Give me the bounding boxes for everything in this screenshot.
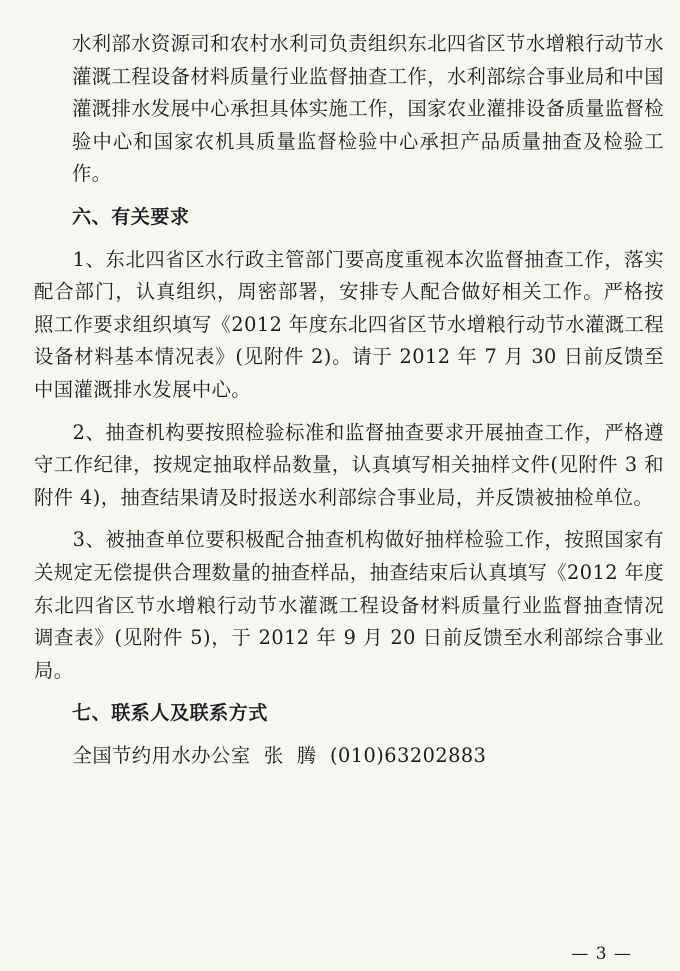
section-6-item-2: 2、抽查机构要按照检验标准和监督抽查要求开展抽查工作，严格遵守工作纪律，按规定抽取样品数量，认真填写相关抽样文件(见附件 3 和附件 4)，抽查结果请及时报送水利部综合事业局，并反馈被抽检单位。 (34, 420, 664, 509)
section-6-heading: 六、有关要求 (72, 205, 190, 228)
document-page (34, 28, 664, 772)
intro-paragraph: 水利部水资源司和农村水利司负责组织东北四省区节水增粮行动节水灌溉工程设备材料质量行业监督抽查工作，水利部综合事业局和中国灌溉排水发展中心承担具体实施工作，国家农业灌排设备质量监督检验中心和国家农机具质量监督检验中心承担产品质量抽查及检验工作。 (72, 32, 664, 186)
section-6-item-3: 3、被抽查单位要积极配合抽查机构做好抽样检验工作，按照国家有关规定无偿提供合理数量的抽查样品，抽查结束后认真填写《2012 年度东北四省区节水增粮行动节水灌溉工程设备材料质量行业监督抽查情况调查表》(见附件 5)，于 2012 年 9 月 20 日前反馈至水利部综合事业局。 (34, 528, 664, 682)
section-6-item-1: 1、东北四省区水行政主管部门要高度重视本次监督抽查工作，落实配合部门，认真组织，周密部署，安排专人配合做好相关工作。严格按照工作要求组织填写《2012 年度东北四省区节水增粮行动节水灌溉工程设备材料基本情况表》(见附件 2)。请于 2012 年 7 月 30 日前反馈至中国灌溉排水发展中心。 (34, 247, 664, 401)
section-7-heading: 七、联系人及联系方式 (72, 702, 269, 725)
contact-line: 全国节约用水办公室 张 腾 (010)63202883 (72, 743, 487, 767)
page-number: — 3 — (571, 944, 632, 964)
